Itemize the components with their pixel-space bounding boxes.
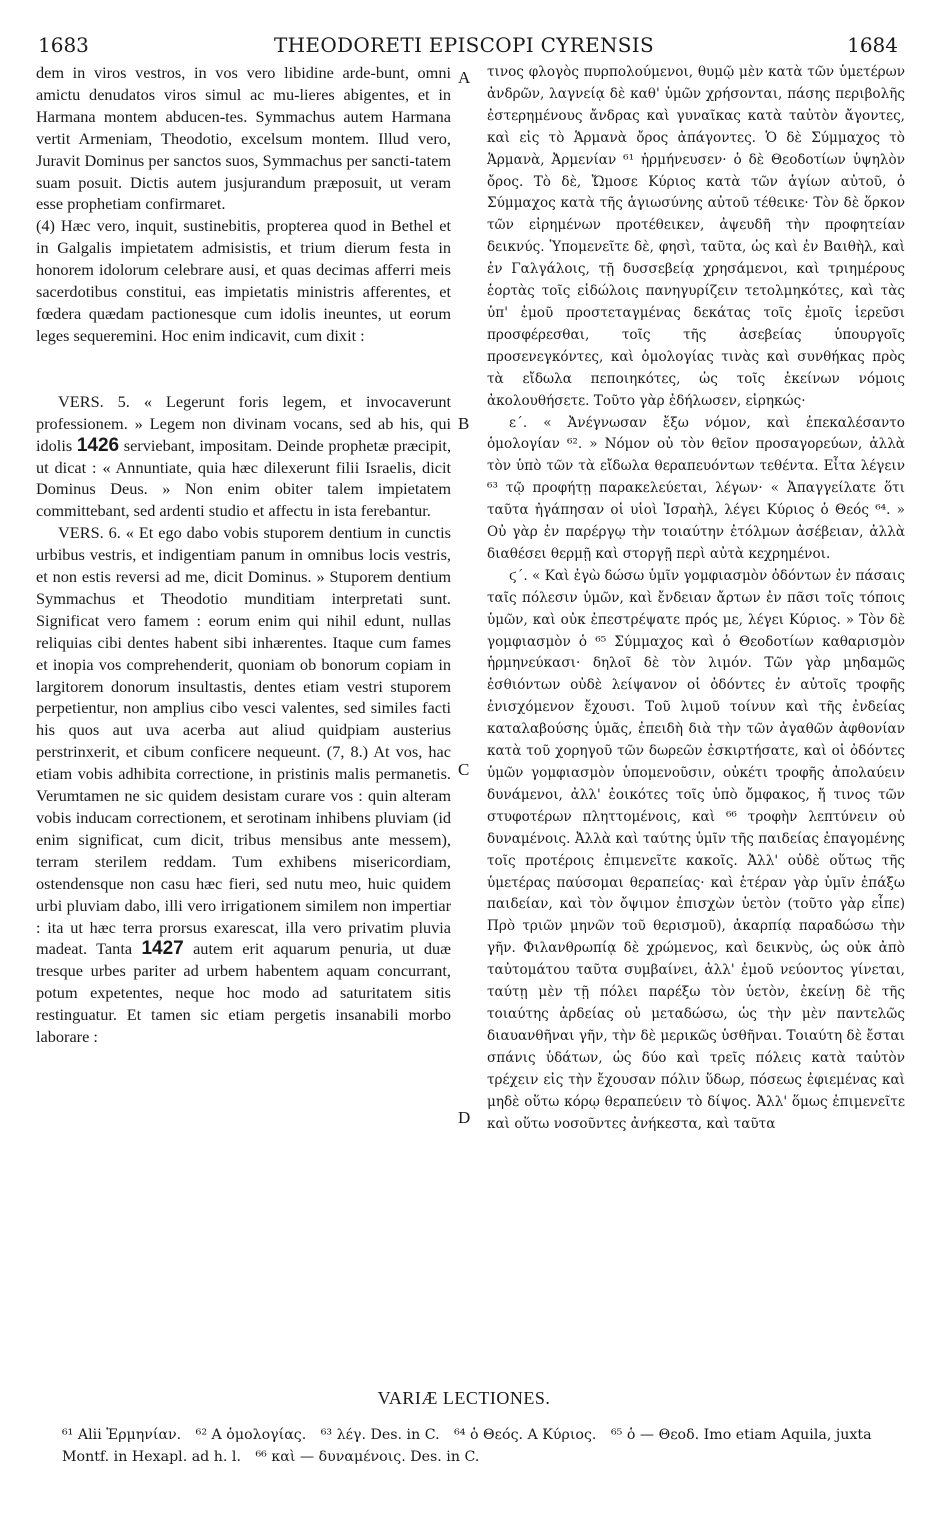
variant-note-63: ⁶³ λέγ. Des. in C. <box>320 1427 440 1443</box>
latin-p4-text-b: autem erit aquarum penuria, ut duæ tresque urbes pariter ad urbem habentem aquam concurrant, potum expetentes, neque hoc modo ad saturitatem sitis restinguatur. Et tamen sic etiam pergetis insanabili morbo laborare : <box>36 939 451 1047</box>
latin-p3-text-b: serviebant, impositam. Deinde prophetæ præcipit, ut dicat : « Annuntiate, quia hæc dilexerunt filii Israelis, dicit Dominus Deus. » Non enim obiter talem impietatem committebant, sed ardenti studio et affectu in ista ferebantur. <box>36 435 452 521</box>
variant-note-65: ⁶⁵ ὁ — Θεοδ. Imo etiam Aquila, juxta Montf. in Hexapl. ad h. l. <box>62 1427 872 1465</box>
variant-note-66: ⁶⁶ καὶ — δυναμένοις. Des. in C. <box>255 1449 480 1465</box>
latin-column <box>36 62 451 1048</box>
margin-marker-d: D <box>458 1108 471 1127</box>
latin-p3-text-a: VERS. 5. « Legerunt foris legem, et invocaverunt professionem. » Legem non divinam vocans, sed ab his, qui idolis <box>36 391 451 455</box>
greek-paragraph-3: ϛ΄. « Καὶ ἐγὼ δώσω ὑμῖν γομφιασμὸν ὀδόντων ἐν πάσαις ταῖς πόλεσιν ὑμῶν, καὶ ἔνδειαν ἄρτων ἐν πᾶσι τοῖς τόποις ὑμῶν, καὶ οὐκ ἐπεστρέψατε πρός με, λέγει Κύριος. » Τὸν δὲ γομφιασμὸν ὁ ⁶⁵ Σύμμαχος καὶ ὁ Θεοδοτίων καθαρισμὸν ἡρμηνεύκασι· δηλοῖ δὲ τὸν λιμόν. Τῶν γὰρ μηδαμῶς ἐσθιόντων οὐδὲ λείψανον οἱ ὀδόντες ἐν αὐτοῖς τροφῆς ἐνισχόμενον ἔχουσι. Τοῦ λιμοῦ τοίνυν καὶ τῆς ἐνδείας καταλαβούσης ὑμᾶς, ἐπειδὴ διὰ τὴν τῶν ἀγαθῶν ἀφθονίαν κατὰ τοῦ χορηγοῦ τῶν δωρεῶν ἐσκιρτήσατε, καὶ οἱ ὀδόντες ὑμῶν γομφιασμὸν ὑπομενοῦσιν, οὐκέτι τροφῆς ἀπολαύειν δυνάμενοι, ἀλλ' ἐοικότες τοῖς ὑπὸ ὄμφακος, ἤ τινος τῶν στυφοτέρων πληττομένοις, καὶ ⁶⁶ τροφὴν λεπτύνειν οὐ δυναμένοις. Ἀλλὰ καὶ ταύτης ὑμῖν τῆς παιδείας ἐπαγομένης τοῖς προτέροις ἐπιμενεῖτε κακοῖς. Ἀλλ' οὐδὲ οὕτως τῆς ὑμετέρας παύσομαι θεραπείας· καὶ ἑτέραν γὰρ ὑμῖν ἐπάξω παιδείαν, καὶ τὸν ὄψιμον ἐπισχὼν ὑετὸν (τοῦτο γὰρ εἶπε) Πρὸ τριῶν μηνῶν τοῦ θερισμοῦ), ἀκαρπίᾳ παραδώσω τὴν γῆν. Φιλανθρωπίᾳ δὲ χρώμενος, καὶ δεικνὺς, ὡς οὐκ ἀπὸ ταὐτομάτου ταῦτα συμβαίνει, ἀλλ' ἐμοῦ νεύοντος γίνεται, ταύτῃ μὲν τῇ πόλει παρέξω τὸν ὑετὸν, ἐκείνῃ δὲ τῆς τοιαύτης ἀρδείας οὐ μεταδώσω, ὡς τὴν μὲν παντελῶς διαυανθῆναι γῆν, τὴν δὲ μερικῶς ὑσθῆναι. Τοιαύτη δὲ ἔσται σπάνις ὑδάτων, ὡς δύο καὶ τρεῖς πόλεις κατὰ ταὐτὸν τρέχειν εἰς τὴν ἔχουσαν πόλιν ὕδωρ, πόσεως ἐφιεμένας καὶ μηδὲ οὕτω κόρῳ θεραπεύειν τὸ δίψος. Ἀλλ' ὅμως ἐπιμενεῖτε καὶ οὕτω νοσοῦντες ἀνήκεστα, καὶ ταῦτα <box>487 567 905 1132</box>
inline-page-number-1427: 1427 <box>141 938 184 960</box>
latin-p4-text-a: VERS. 6. « Et ego dabo vobis stuporem dentium in cunctis urbibus vestris, et indigentiam panum in omnibus locis vestris, et non estis reversi ad me, dicit Dominus. » Stuporem dentium Symmachus et Theodotio munditiam interpretati sunt. Significat vero famem : eorum enim qui nihil edunt, nullas reliquias cibi dentes habent sibi inhærentes. Itaque cum fames et inopia vos comprehenderit, quoniam ob bonorum copiam in largitorem donorum insultastis, dentes etiam vestri stuporem perpetientur, non amplius cibo vesci valentes, sed similes facti his quos aut uva acerba aut aliud quidpiam austerius perstrinxerit, et cibum conficere nequeunt. (7, 8.) At vos, hac etiam vobis adhibita correctione, in pristinis malis permanetis. Verumtamen ne sic quidem desistam curare vos : quin alteram vobis inducam correctionem, et serotinam inhibens pluviam (id enim significat, cum dicit, tribus mensibus ante messem), terram sterilem reddam. Tum exhibens misericordiam, ostendensque non casu hæc fieri, sed nutu meo, huic quidem urbi pluviam dabo, illi vero irrigationem similem non impertiar : ita ut hæc terra prorsus exarescat, illa vero privatim pluvia madeat. Tanta <box>36 523 451 959</box>
latin-paragraph-2: (4) Hæc vero, inquit, sustinebitis, propterea quod in Bethel et in Galgalis impietatem admisistis, et trium dierum festa in honorem idolorum celebrare ausi, et quas decimas afferri meis sacerdotibus constitui, eas impietatis ministris afferentes, et fœdera quædam pactionesque cum idolis ineuntes, ut eorum leges sequeremini. Hoc enim indicavit, cum dixit : <box>36 216 451 345</box>
left-page-number: 1683 <box>38 33 89 57</box>
running-title: THEODORETI EPISCOPI CYRENSIS <box>274 33 654 57</box>
running-header <box>0 30 928 60</box>
greek-paragraph-2: ε΄. « Ἀνέγνωσαν ἔξω νόμον, καὶ ἐπεκαλέσαντο ὁμολογίαν ⁶². » Νόμον οὐ τὸν θεῖον προσαγορεύων, ἀλλὰ τὸν ὑπὸ τῶν τὰ εἴδωλα θεραπευόντων τεθέντα. Εἶτα λέγειν ⁶³ τῷ προφήτῃ παρακελεύεται, λέγων· « Ἀπαγγείλατε ὅτι ταῦτα ἠγάπησαν οἱ υἱοὶ Ἰσραὴλ, λέγει Κύριος ὁ Θεός ⁶⁴. » Οὐ γὰρ ἐν παρέργῳ τὴν τοιαύτην ἐτόλμων ἀσέβειαν, ἀλλὰ διαθέσει θερμῇ καὶ στοργῇ περὶ αὐτὰ κεχρημένοι. <box>487 414 905 562</box>
latin-paragraph-3 <box>36 391 451 522</box>
greek-column <box>487 62 905 1135</box>
variant-note-61: ⁶¹ Alii Ἑρμηνίαν. <box>62 1427 182 1443</box>
latin-paragraph-4 <box>36 522 451 1048</box>
margin-marker-a: A <box>458 68 471 87</box>
right-page-number: 1684 <box>847 33 898 57</box>
variae-lectiones-heading: VARIÆ LECTIONES. <box>377 1388 551 1408</box>
latin-paragraph-1: dem in viros vestros, in vos vero libidine arde-bunt, omni amictu denudatos viros simul ac mu-lieres abigentes, et in Harmana montem abducen-tes. Symmachus autem Harmana vertit Armeniam, Theodotio, excelsum montem. Illud vero, Juravit Dominus per sanctos suos, Symmachus per sancti-tatem suam posuit. Dictis autem jusjurandum præposuit, ut veram esse prophetiam confirmaret. <box>36 63 451 214</box>
variant-note-64: ⁶⁴ ὁ Θεός. A Κύριος. <box>454 1427 597 1443</box>
variant-note-62: ⁶² A ὁμολογίας. <box>195 1427 307 1443</box>
greek-paragraph-1: τινος φλογὸς πυρπολούμενοι, θυμῷ μὲν κατὰ τῶν ὑμετέρων ἀνδρῶν, λαγνείᾳ δὲ καθ' ὑμῶν χρήσονται, πάσης περιβολῆς ἐστερημένους ἄνδρας καὶ γυναῖκας κατὰ ταὐτὸν ἄγοντες, καὶ εἰς τὸ Ἁρμανὰ ὄρος ἀπάγοντες. Ὁ δὲ Σύμμαχος τὸ Ἁρμανὰ, Ἀρμενίαν ⁶¹ ἡρμήνευσεν· ὁ δὲ Θεοδοτίων ὑψηλὸν ὄρος. Τὸ δὲ, Ὤμοσε Κύριος κατὰ τῶν ἁγίων αὐτοῦ, ὁ Σύμμαχος κατὰ τῆς ἁγιωσύνης αὐτοῦ τέθεικε· Τὸν δὲ ὅρκον τῶν εἰρημένων προτέθεικεν, ἀψευδῆ τὴν προφητείαν δεικνύς. Ὑπομενεῖτε δὲ, φησὶ, ταῦτα, ὡς καὶ ἐν Βαιθὴλ, καὶ ἐν Γαλγάλοις, τῇ δυσσεβείᾳ χρησάμενοι, καὶ τριημέρους ἑορτὰς τοῖς εἰδώλοις πανηγυρίζειν τετολμηκότες, καὶ τὰς ὑπ' ἐμοῦ προστεταγμένας δεκάτας τοῖς ἐμοῖς ἱερεῦσι προσφέρεσθαι, τοῖς τῆς ἀσεβείας ὑπουργοῖς προσενεγκόντες, καὶ ὁμολογίας τινὰς καὶ συνθήκας πρὸς τὰ εἴδωλα πεποιηκότες, ὡς τοῖς ἐκείνων νόμοις ἀκολουθήσετε. Τοῦτο γὰρ ἐδήλωσεν, εἰρηκώς· <box>487 64 905 409</box>
inline-page-number-1426: 1426 <box>76 434 120 456</box>
variae-lectiones-notes <box>62 1424 902 1468</box>
margin-marker-b: B <box>458 414 470 433</box>
margin-marker-c: C <box>458 760 470 779</box>
